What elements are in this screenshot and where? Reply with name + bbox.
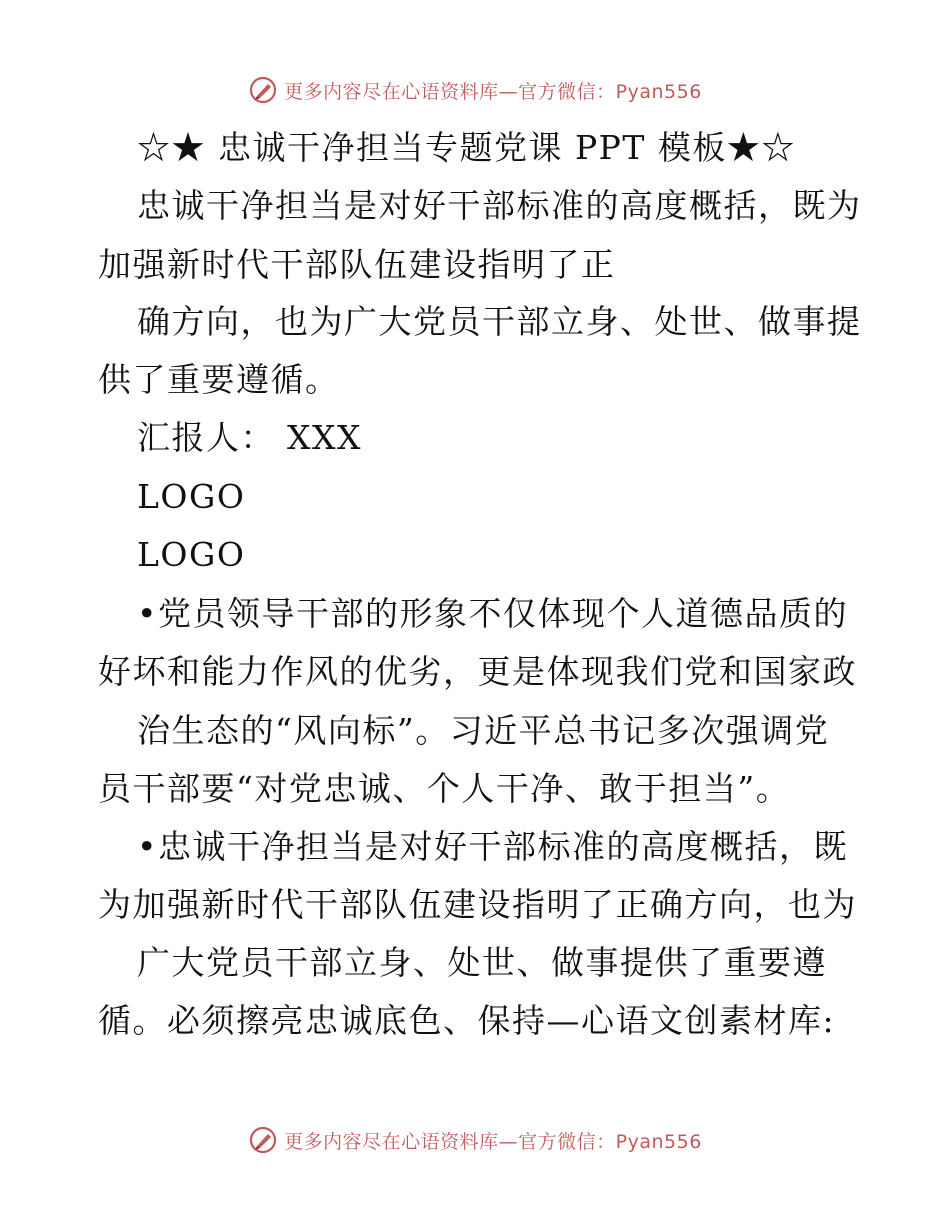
reporter-line: 汇报人： XXX [137, 418, 362, 457]
pen-circle-logo-icon [248, 1125, 278, 1155]
pen-circle-logo-icon [248, 75, 278, 105]
logo-placeholder: LOGO [137, 535, 246, 574]
paragraph-line: 为加强新时代干部队伍建设指明了正确方向，也为 [98, 885, 857, 924]
paragraph-line: 忠诚干净担当是对好干部标准的高度概括，既为 [137, 186, 862, 225]
document-title: ☆★ 忠诚干净担当专题党课 PPT 模板★☆ [137, 128, 796, 167]
paragraph-line: 治生态的“风向标”。习近平总书记多次强调党 [137, 711, 830, 750]
paragraph-line: 好坏和能力作风的优劣，更是体现我们党和国家政 [98, 652, 857, 691]
paragraph-line: 加强新时代干部队伍建设指明了正 [98, 245, 616, 284]
logo-placeholder: LOGO [137, 477, 246, 516]
header-banner-text: 更多内容尽在心语资料库—官方微信：Pyan556 [284, 80, 702, 103]
paragraph-line: 循。必须擦亮忠诚底色、保持—心语文创素材库: [98, 1001, 836, 1040]
footer-banner-text: 更多内容尽在心语资料库—官方微信：Pyan556 [284, 1130, 702, 1153]
paragraph-line: 员干部要“对党忠诚、个人干净、敢于担当”。 [98, 769, 791, 808]
paragraph-line: 广大党员干部立身、处世、做事提供了重要遵 [137, 943, 827, 982]
paragraph-line: 确方向，也为广大党员干部立身、处世、做事提 [137, 302, 862, 341]
header-banner[interactable] [0, 70, 950, 110]
paragraph-line: •党员领导干部的形象不仅体现个人道德品质的 [137, 594, 848, 633]
footer-banner[interactable] [0, 1120, 950, 1160]
paragraph-line: 供了重要遵循。 [98, 360, 340, 399]
paragraph-line: •忠诚干净担当是对好干部标准的高度概括，既 [137, 827, 848, 866]
